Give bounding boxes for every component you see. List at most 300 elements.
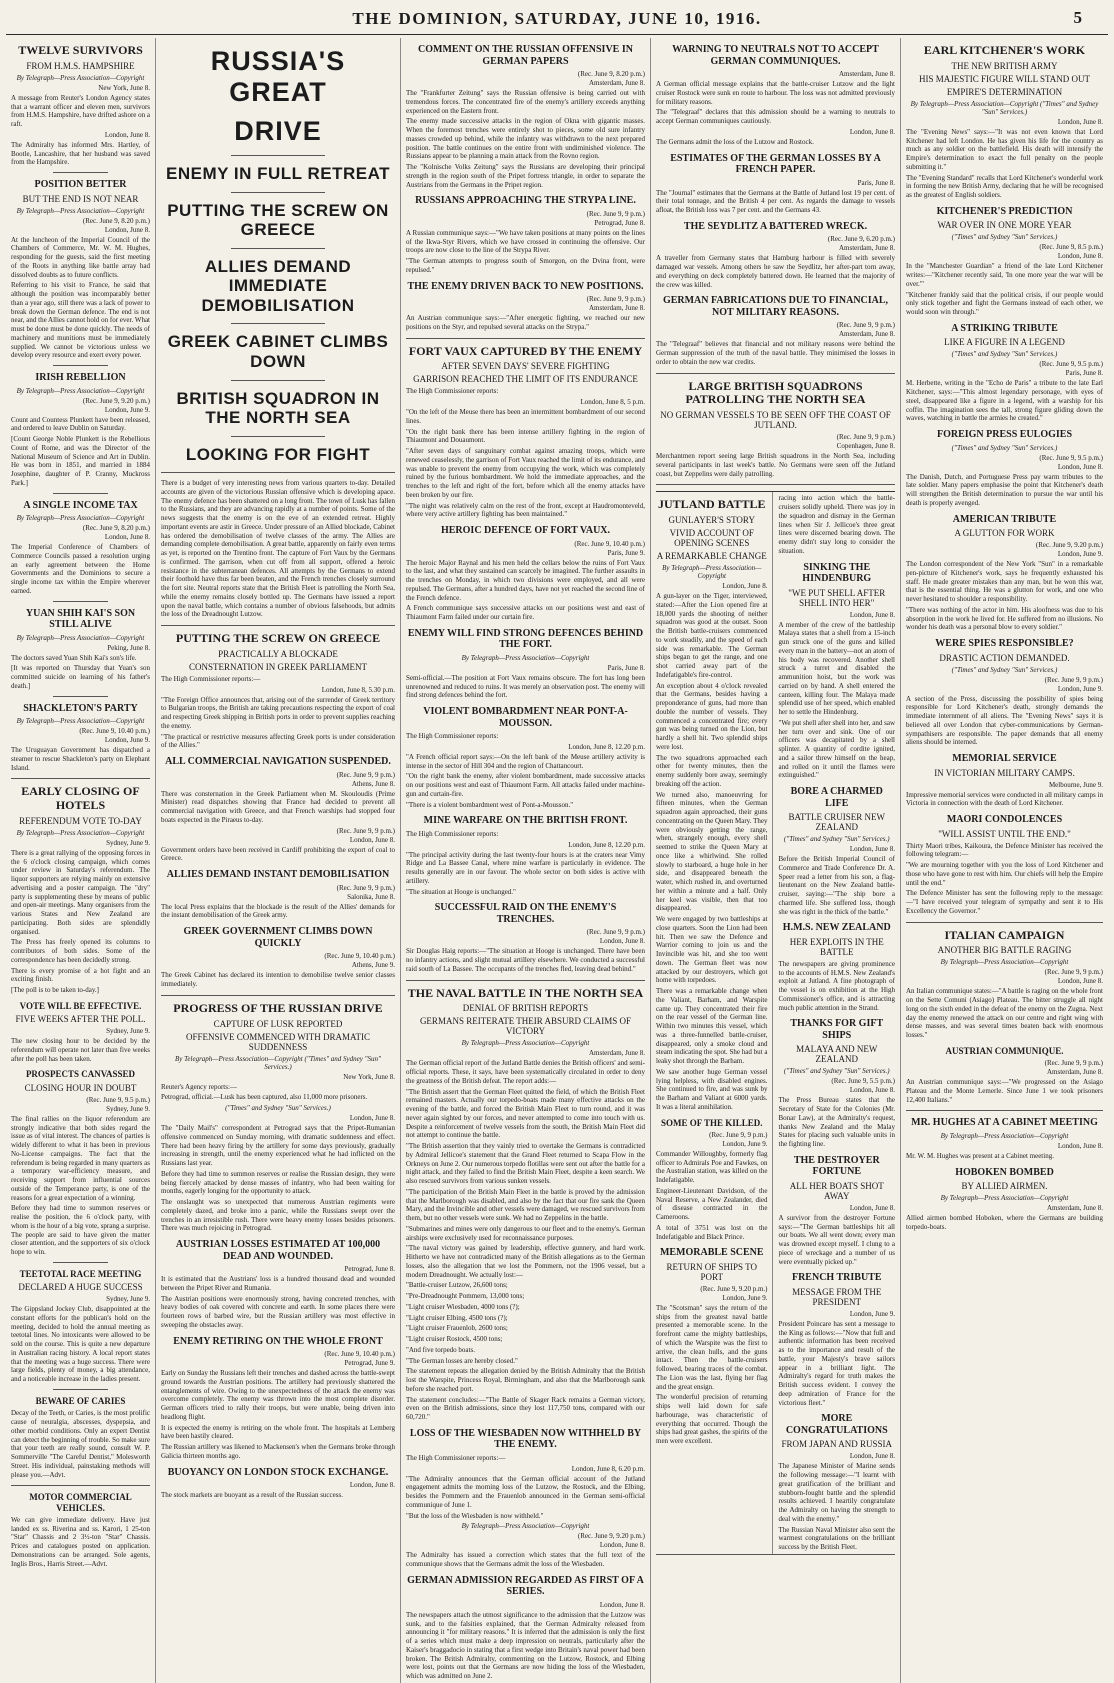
- headline: THE ENEMY DRIVEN BACK TO NEW POSITIONS.: [407, 280, 644, 292]
- subheadline: FIVE WEEKS AFTER THE POLL.: [15, 1014, 146, 1025]
- dateline: By Telegraph—Press Association—Copyright: [16, 206, 145, 215]
- subheadline: AFTER SEVEN DAYS' SEVERE FIGHTING: [441, 361, 610, 372]
- headline: WARNING TO NEUTRALS NOT TO ACCEPT GERMAN COMMUNIQUES.: [672, 44, 879, 67]
- headline: PUTTING THE SCREW ON GREECE: [167, 200, 389, 240]
- dateline: Amsterdam, June 8.: [589, 304, 645, 312]
- headline: THANKS FOR GIFT SHIPS: [790, 1018, 884, 1041]
- article-text: The "Telegraaf" believes that financial and not military reasons were behind the German suppression of the truth of the naval battle. They minimised the losses in order to obtain the new war credits.: [656, 340, 895, 366]
- article-text: The Russian artillery was likened to Mackensen's when the Germans broke through Galicia thirteen months ago.: [161, 1443, 395, 1460]
- article-text: The Admiralty has informed Mrs. Hartley, of Bootle, Lancashire, that her husband was saved from the Hampshire.: [11, 140, 150, 167]
- dateline: London, June 8.: [104, 130, 150, 139]
- article-text: A section of the Press, discussing the possibility of spies being responsible for Lord Kitchener's death, strongly demands the immediate internment of all aliens. The "Evening News" says it is believed all over London that cyber-communications by German-sympathisers are responsible. The paper demands that all enemy aliens should be interned.: [906, 694, 1103, 747]
- headline: ITALIAN CAMPAIGN: [944, 927, 1065, 942]
- article-text: The Greek Cabinet has declared its intention to demobilise twelve senior classes immediately.: [161, 971, 395, 988]
- dateline: London, June 8.: [1057, 1141, 1103, 1150]
- subheadline: THE NEW BRITISH ARMY: [951, 60, 1058, 71]
- dateline: London, June 8.: [599, 1541, 645, 1550]
- subheadline: IN VICTORIAN MILITARY CAMPS.: [934, 767, 1075, 778]
- dateline: ("Times" and Sydney "Sun" Services.): [951, 350, 1058, 359]
- article-text: The "Frankfurter Zeitung" says the Russian offensive is being carried out with tremendous forces. The concentrated fire of the enemy's artillery exceeds anything experienced on the Eastern front.: [406, 89, 645, 115]
- subheadline: CLOSING HOUR IN DOUBT: [24, 1082, 137, 1093]
- article-text: The "Scotsman" says the return of the ships from the greatest naval battle presented a memorable scene. In the forefront came the mighty battleships, of which the Warspite was the first to arrive, the clean hulls, and the guns intact. Then the battle-cruisers followed, bearing traces of the combat. The Lion was the last, flying her flag and the great ensign.: [656, 1303, 768, 1391]
- subheadline: LIKE A FIGURE IN A LEGEND: [944, 337, 1065, 348]
- subheadline: FROM H.M.S. HAMPSHIRE: [26, 60, 135, 71]
- dateline: London, June 9.: [722, 1293, 768, 1302]
- headline: COMMENT ON THE RUSSIAN OFFENSIVE IN GERMAN PAPERS: [418, 44, 633, 67]
- dateline: Amsterdam, June 8.: [839, 330, 895, 339]
- dateline: New York, June 8.: [98, 83, 150, 92]
- article-text: The statement concludes:—"The Battle of Skager Rack remains a German victory, even on the British admissions, since they lost 117,750 tons, compared with our 60,720.": [406, 1395, 645, 1422]
- headline: PROSPECTS CANVASSED: [25, 1069, 136, 1080]
- subheadline: DRASTIC ACTION DEMANDED.: [939, 652, 1070, 663]
- headline: LARGE BRITISH SQUADRONS PATROLLING THE NORTH SEA: [685, 378, 866, 407]
- dateline: Athens, June 8.: [351, 779, 395, 788]
- article-text: [The poll is to be taken to-day.]: [11, 986, 99, 995]
- dateline: (Rec. June 9, 9 p.m.): [1044, 675, 1103, 684]
- article-text: A Russian communique says:—"We have taken positions at many points on the lines of the Ikwa-Styr Rivers, which we have crossed in continuing the offensive. Our troops are now close to the line of the Strypa River.: [406, 228, 645, 255]
- headline: ALL COMMERCIAL NAVIGATION SUSPENDED.: [165, 756, 391, 768]
- subheadline: FROM JAPAN AND RUSSIA: [781, 1439, 892, 1450]
- dateline: London, June 8.: [599, 1600, 645, 1609]
- dateline: (Rec. June 9, 10.40 p.m.): [574, 539, 645, 548]
- dateline: London, June 9.: [849, 1309, 895, 1318]
- article-text: An Italian communique states:—"A battle is raging on the whole front on the Sette Comuni (Asiago) Plateau. The bitter struggle all night long on the sixth ended in the defeat of the enemy on the Zugna. Next day the enemy renewed the attack on our centre and right wing with dense masses, and was several times beaten back with enormous losses.": [906, 987, 1103, 1040]
- dateline: ("Times" and Sydney "Sun" Services.): [225, 1104, 331, 1112]
- headline: MORE CONGRATULATIONS: [785, 1413, 888, 1436]
- article-text: Before they had time to summon reserves or realise the position, the 6 o'clock party, with whom is the hour of a big vote, sprang a surprise. The people are said to have given the matter closer attention, and the supporters of six o'clock hope to win.: [11, 1204, 150, 1257]
- article-text: The statement repeats the allegation denied by the British Admiralty that the British lost the Warspite, Princess Royal, Birmingham, and also that the Marlborough sank before she reached port.: [406, 1367, 645, 1393]
- column-5: [901, 38, 1108, 1683]
- dateline: By Telegraph—Press Association—Copyright: [461, 1039, 590, 1048]
- headline: FOREIGN PRESS EULOGIES: [936, 429, 1073, 441]
- article-text: The Germans admit the loss of the Lutzow and Rostock.: [656, 137, 814, 146]
- loss-item: "Light cruiser Wiesbaden, 4000 tons (?);: [406, 1302, 520, 1311]
- article-text: A gun-layer on the Tiger, interviewed, stated:—After the Lion opened fire at 18,000 yards the shooting of neither squadron was good at the outset. Soon the British battle-cruisers commenced to work steadily, and the speed of each side was remarkable. The German ships began to get the range, and one shot carried away part of the Indefatigable's fire-control.: [656, 592, 768, 679]
- article-text: Commander Willoughby, formerly flag officer to Admirals Poe and Fawkes, on the Australian station, was killed on the Indefatigable.: [656, 1149, 768, 1185]
- headline: YUAN SHIH KAI'S SON STILL ALIVE: [25, 607, 136, 631]
- headline: BORE A CHARMED LIFE: [790, 786, 883, 809]
- article-text: The High Commissioner reports:: [406, 387, 499, 396]
- dateline: Paris, June 8.: [857, 178, 895, 187]
- article-text: It is expected the enemy is retiring on the whole front. The hospitals at Lemberg have been hastily cleared.: [161, 1423, 395, 1441]
- dateline: London, June 8, 12.20 p.m.: [568, 742, 645, 751]
- headline: EARLY CLOSING OF HOTELS: [21, 784, 140, 813]
- article-text: An Austrian communique says:—"After energetic fighting, we reached our new positions on the Styr, and repulsed several attacks on the Strypa.": [406, 314, 645, 331]
- dateline: By Telegraph—Press Association—Copyright: [16, 514, 145, 523]
- subheadline: A REMARKABLE CHANGE: [656, 551, 767, 562]
- dateline: By Telegraph—Press Association—Copyright ("Times" and Sydney "Sun" Services.): [910, 99, 1099, 116]
- dateline: By Telegraph—Press Association—Copyright ("Times" and Sydney "Sun" Services.): [175, 1054, 381, 1071]
- dateline: London, June 8.: [349, 1114, 395, 1122]
- dateline: London, June 8, 5 p.m.: [580, 398, 645, 407]
- dateline: (Rec. June 9, 9.20 p.m.): [82, 396, 150, 405]
- article-text: Petrograd, official.—Lusk has been captured, also 11,000 more prisoners.: [161, 1093, 368, 1102]
- dateline: (Rec. June 9, 9 p.m.): [336, 826, 395, 835]
- dateline: London, June 8, 12.20 p.m.: [568, 840, 645, 849]
- headline: MEMORIAL SERVICE: [952, 753, 1057, 765]
- jutland-subcolumn-2: [779, 492, 896, 1554]
- article-text: [Count George Noble Plunkett is the Rebellious Count of Rome, and was the Director of the National Museum of Science and Art in Dublin. He was born in 1851, and married in 1884 Josephine, daughter of P. Cranny, Muckross Park.]: [11, 435, 150, 487]
- headline: ENEMY WILL FIND STRONG DEFENCES BEHIND THE FORT.: [407, 627, 644, 651]
- headline: TWELVE SURVIVORS: [18, 43, 143, 57]
- subheadline: PRACTICALLY A BLOCKADE: [218, 648, 338, 659]
- article-text: racing into action which the battle-cruisers solidly upheld. There was joy in the squadron and dismay in the German lines when Sir J. Jellicoe's three great lines were discerned bearing down. The enemy didn't stay long to consider the situation.: [778, 494, 895, 555]
- article-text: "The British assert that the German Fleet quitted the field, of which the British Fleet remained masters. Actually our torpedo-boats made many effective attacks on the evening of the battle, and forced the British Main Fleet to turn round, and it was never again sighted by our forces, and never attempted to come into touch with us. Despite a reinforcement of twelve vessels from the south, the British Main Fleet did not attempt to continue the battle.: [406, 1087, 645, 1140]
- article-text: Merchantmen report seeing large British squadrons in the North Sea, including several participants in last week's battle. No Germans were seen off the Jutland coast, but Zeppelins were daily patrolling.: [656, 452, 895, 478]
- headline: ALLIES DEMAND IMMEDIATE DEMOBILISATION: [201, 256, 355, 315]
- headline: WERE SPIES RESPONSIBLE?: [935, 638, 1074, 650]
- article-text: A message from Reuter's London Agency states that a warrant officer and eleven men, survivors from H.M.S. Hampshire, have drifted ashore on a raft.: [11, 93, 150, 129]
- headline: IRISH REBELLION: [35, 372, 126, 384]
- article-text: The Press has freely opened its columns to contributors of both sides. Some of the correspondence has been decidedly strong.: [11, 938, 150, 964]
- article-text: Referring to his visit to France, he said that although the position was incomparably better than a year ago, still there was a lack of power to break down the German defence. The end is not near, and the Allies cannot hold on for ever. What must be done must be done quickly. The needs of machinery and munitions must be immediately supplied. We cannot be victorious unless we develop every resource and exert every power.: [11, 281, 150, 360]
- subheadline: MESSAGE FROM THE PRESIDENT: [792, 1286, 882, 1307]
- article-text: The Admiralty has issued a correction which states that the full text of the communique shows that the Germans admit the loss of the Wiesbaden.: [406, 1551, 645, 1569]
- article-text: The newspapers are giving prominence to the accounts of H.M.S. New Zealand's exploit at Jutland. A fine photograph of the vessel is on exhibition at the High Commissioner's office, and is attracting much public attention in the Strand.: [778, 959, 895, 1012]
- dateline: By Telegraph—Press Association—Copyright: [662, 564, 762, 581]
- masthead-title: THE DOMINION, SATURDAY, JUNE 10, 1916.: [352, 9, 762, 28]
- article-text: Mr. W. M. Hughes was present at a Cabinet meeting.: [906, 1151, 1054, 1160]
- dateline: Sydney, June 9.: [106, 1295, 150, 1304]
- article-text: M. Herbette, writing in the "Echo de Paris" a tribute to the late Earl Kitchener, says:—"This almost legendary personage, with eyes of steel, disappeared like a figure in a legend, with a warship for his coffin. The imagination sees the tall, strong figure gliding down the waves, watching in battle the armies he created.": [906, 379, 1103, 423]
- headline: POSITION BETTER: [34, 179, 127, 191]
- dateline: Copenhagen, June 8.: [836, 442, 895, 451]
- article-text: The High Commissioner reports:—: [406, 1453, 506, 1462]
- headline: AUSTRIAN LOSSES ESTIMATED AT 100,000 DEAD AND WOUNDED.: [175, 1239, 381, 1262]
- article-text: "After seven days of sanguinary combat against amazing troops, which were renewed ceaselessly, the garrison of Fort Vaux reached the limit of its endurance, and was unable to prevent the enemy from occupying the work, which was completely ruined by the furious bombardment. We hold the immediate approaches, and the trenches to the left and right of the fort, before which all the enemy attacks have been broken by our fire.: [406, 447, 645, 499]
- headline: BUOYANCY ON LONDON STOCK EXCHANGE.: [167, 1466, 389, 1478]
- headline: BRITISH SQUADRON IN THE NORTH SEA: [176, 388, 380, 428]
- headline: THE DESTROYER FORTUNE: [793, 1154, 880, 1178]
- dateline: By Telegraph—Press Association—Copyright: [16, 633, 145, 642]
- headline: KITCHENER'S PREDICTION: [936, 205, 1073, 217]
- article-text: "The participation of the British Main Fleet in the battle is proved by the admission that the Marlborough was disabled, and also by the fact that our fire sank the Queen Mary, and the Invincible and other vessels were damaged, we rescued survivors from them, but no other vessels were sunk. We had no Zeppelins in the battle.: [406, 1187, 645, 1223]
- headline: THE SEYDLITZ A BATTERED WRECK.: [683, 220, 868, 232]
- article-text: The Defence Minister has sent the following reply to the message:—"I have received your telegram of sympathy and sent it to His Excellency the Governor.": [906, 889, 1103, 915]
- dateline: New York, June 8.: [343, 1072, 395, 1081]
- dateline: (Rec. June 9, 9 p.m.): [336, 770, 395, 779]
- dateline: London, June 9.: [722, 1139, 768, 1148]
- dateline: (Rec. June 9, 9.5 p.m.): [1039, 453, 1103, 462]
- headline: SINKING THE HINDENBURG: [802, 561, 872, 585]
- dateline: (Rec. June 9, 9.5 p.m.): [1039, 360, 1103, 369]
- subheadline: DENIAL OF BRITISH REPORTS: [462, 1003, 589, 1014]
- subheadline: BUT THE END IS NOT NEAR: [22, 193, 139, 204]
- headline: HEROIC DEFENCE OF FORT VAUX.: [440, 525, 611, 537]
- subheadline: REFERENDUM VOTE TO-DAY: [19, 815, 142, 826]
- dateline: (Rec. June 9, 8.20 p.m.): [82, 524, 150, 533]
- headline: ENEMY RETIRING ON THE WHOLE FRONT: [173, 1335, 383, 1347]
- article-text: The enemy made successive attacks in the region of Okna with gigantic masses. When the foremost trenches were entirely shot to pieces, some old sure infantry masses crowded up behind, while the infantry was withdrawn to the next prepared position. The battle continues on the entire front with undiminished violence. The Russians appear to be planning a main attack from the Rovno region.: [406, 117, 645, 161]
- article-text: An exception about 4 o'clock revealed that the Germans, besides having a preponderance of guns, had more than double the number of vessels. They commenced a concentrated fire; every gun was being turned on the Lion, but hardly a shell hit. Two splendid ships were lost.: [656, 681, 768, 751]
- dateline: (Rec. June 9, 9.20 p.m.): [577, 1532, 645, 1541]
- subheadline: A GLUTTON FOR WORK: [954, 528, 1055, 539]
- article-text: "The Admiralty announces that the German official account of the Jutland engagement admits the morning loss of the Lutzow, the Rostock, and the Elbing, besides the Pommern and the Frauenlob announced in the German semi-official communique of June 1.: [406, 1474, 645, 1509]
- masthead: [6, 4, 1108, 35]
- article-text: We turned also, manoeuvring for fifteen minutes, when the German squadron again approached, their guns concentrating on the Queen Mary. They were obviously getting the range, when, strangely enough, every shell seemed to strike the Queen Mary at once like a whirlwind. She rolled slowly to starboard, a huge hole in her side, and disappeared beneath the water, which rushed in, and overturned her within a minute and a half. Only her keel was visible, then that too disappeared.: [656, 790, 768, 913]
- dateline: Amsterdam, June 8.: [589, 79, 645, 87]
- dateline: London, June 8.: [1057, 462, 1103, 471]
- subheadline: CAPTURE OF LUSK REPORTED: [213, 1018, 343, 1029]
- article-text: We saw another huge German vessel lying helpless, with disabled engines. She continued to fire, and was sunk by the Barham and Valiant at 6000 yards. It was a literal annihilation.: [656, 1067, 768, 1111]
- headline: SOME OF THE KILLED.: [660, 1117, 763, 1128]
- jutland-subcolumn-1: [656, 492, 773, 1554]
- headline: ESTIMATES OF THE GERMAN LOSSES BY A FRENCH PAPER.: [670, 152, 881, 175]
- dateline: Sydney, June 9.: [106, 838, 150, 847]
- article-text: "The naval victory was gained by leadership, effective gunnery, and hard work. Hitherto we have not contradicted many of the British allegations as to the German losses, also the allegation that we lost the Pommern, not the 1906 vessel, but a modern Dreadnought. We actually lost:—: [406, 1244, 645, 1279]
- article-text: Sir Douglas Haig reports:—"The situation at Hooge is unchanged. There have been no infantry actions, and slight mutual artillery elsewhere. We conducted a successful raid south of La Bassee. The occupants of the trenches fled, leaving dead behind.": [406, 947, 645, 973]
- headline: HOBOKEN BOMBED: [955, 1166, 1054, 1178]
- dateline: (Rec. June 9, 9 p.m.): [586, 209, 645, 218]
- subheadline: NO GERMAN VESSELS TO BE SEEN OFF THE COAST OF JUTLAND.: [660, 410, 891, 431]
- article-text: Before the British Imperial Council of Commerce and Trade Conference Dr. A. Speer read a letter from his son, a flag-lieutenant on the New Zealand battle-cruiser, saying:—"The ship bore a charmed life. She suffered loss, though she was right in the thick of the battle.": [778, 855, 895, 916]
- headline: ALLIES DEMAND INSTANT DEMOBILISATION: [166, 869, 390, 881]
- headline: THE NAVAL BATTLE IN THE NORTH SEA: [407, 985, 644, 1000]
- advert-text: Decay of the Teeth, or Caries, is the most prolific cause of neuralgia, abscesses, dyspepsia, and other morbid conditions. Only an expert Dentist can detect the beginning of trouble. So make sure that your teeth are really sound, consult W. P. Sommerville "The Careful Dentist," Molesworth Street. His individual, painstaking methods will please you.—Advt.: [11, 1409, 150, 1479]
- article-text: The "Telegraaf" declares that this admission should be a warning to neutrals to accept German communiques cautiously.: [656, 108, 895, 125]
- loss-item: "Light cruiser Elbing, 4500 tons (?);: [406, 1313, 508, 1322]
- main-headline: DRIVE: [234, 116, 322, 147]
- article-text: There is every promise of a hot fight and an exciting finish.: [11, 966, 150, 984]
- dateline: (Rec. June 9, 9 p.m.): [586, 928, 645, 937]
- dateline: (Rec. June 9, 9 p.m.): [336, 883, 395, 892]
- dateline: (Rec. June 9, 9.5 p.m.): [86, 1095, 150, 1104]
- headline: AMERICAN TRIBUTE: [952, 513, 1057, 525]
- subheadline: GERMANS REITERATE THEIR ABSURD CLAIMS OF VICTORY: [419, 1016, 632, 1037]
- subheadline: HIS MAJESTIC FIGURE WILL STAND OUT: [918, 73, 1091, 84]
- headline: GREEK GOVERNMENT CLIMBS DOWN QUICKLY: [183, 926, 373, 949]
- article-text: The High Commissioner reports:: [406, 732, 499, 741]
- dateline: London, June 8.: [349, 1481, 395, 1489]
- dateline: By Telegraph—Press Association—Copyright: [940, 1131, 1069, 1140]
- dateline: (Rec. June 9, 8.20 p.m.): [577, 70, 645, 78]
- article-text: The Uruguayan Government has dispatched a steamer to rescue Shackleton's party on Elephant Island.: [11, 746, 150, 772]
- dateline: Amsterdam, June 8.: [1047, 1068, 1103, 1077]
- article-text: President Poincare has sent a message to the King as follows:—"Now that full and authentic information has been received as to the importance and result of the battle, your Majesty's brave sailors appear in a brilliant light. The Admiralty's regard for truth makes the British success evident. I convey the deep admiration of France for the victorious fleet.": [778, 1319, 895, 1407]
- dateline: Amsterdam, June 8.: [839, 70, 895, 78]
- dateline: ("Times" and Sydney "Sun" Services.): [951, 233, 1058, 242]
- loss-item: "Battle-cruiser Lutzow, 26,600 tons;: [406, 1281, 508, 1290]
- article-text: At the luncheon of the Imperial Council of the Chambers of Commerce, Mr. W. M. Hughes, responding for the guests, said the first meeting of the Roots in anything like battle array had dissolved doubts as to future conflicts.: [11, 235, 150, 279]
- dateline: Sydney, June 9.: [106, 1027, 150, 1036]
- dateline: London, June 9.: [1057, 684, 1103, 693]
- dateline: London, June 9.: [104, 736, 150, 745]
- article-text: A survivor from the destroyer Fortune says:—"The German battleships hit all our boats. We all went down; every man was drowned except myself. I clung to a piece of wreckage and a number of us were eventually picked up.": [778, 1213, 895, 1266]
- headline: GERMAN ADMISSION REGARDED AS FIRST OF A SERIES.: [407, 1574, 644, 1598]
- article-text: "Submarines and mines were only dangerous to our fleet and to the enemy's. German airships were exclusively used for reconnaissance purposes.: [406, 1224, 645, 1242]
- subheadline: DECLARED A HUGE SUCCESS: [18, 1282, 143, 1293]
- dateline: Amsterdam, June 8.: [839, 244, 895, 253]
- main-headline: RUSSIA'S GREAT: [210, 46, 346, 108]
- article-text: We were engaged by two battleships at close quarters. Soon the Lion had been hit. Then we saw the Defence and Warrior coming to join us and the Invincible was hit, and she too went down. The German fleet was now attacked by our destroyers, which got home with torpedoes.: [656, 915, 768, 985]
- article-text: It is estimated that the Austrians' loss is a hundred thousand dead and wounded between the Pripet River and Rumania.: [161, 1275, 395, 1292]
- article-text: Engineer-Lieutenant Davidson, of the Naval Reserve, a New Zealander, died of disease contracted in the Cameroons.: [656, 1186, 768, 1222]
- column-2: [156, 38, 401, 1683]
- article-text: The "Journal" estimates that the Germans at the Battle of Jutland lost 19 per cent. of their total tonnage, and the British 4 per cent. As regards the damage to vessels afloat, the British loss was 7 per cent. and the Germans 43.: [656, 188, 895, 214]
- jutland-section: [656, 491, 895, 1555]
- article-text: A German official message explains that the battle-cruiser Lutzow and the light cruiser Rostock were sunk en route to harbour. The loss was not admitted previously for military reasons.: [656, 80, 895, 106]
- headline: FORT VAUX CAPTURED BY THE ENEMY: [408, 343, 643, 358]
- article-text: "On the right bank there has been intense artillery fighting in the region of Thiaumont and Douaumont.: [406, 427, 645, 445]
- article-text: The stock markets are buoyant as a result of the Russian success.: [161, 1491, 343, 1499]
- article-text: "On the right bank the enemy, after violent bombardment, made successive attacks on our positions west and east of Thiaumont Farm. All attacks failed under machine-gun and curtain-fire.: [406, 772, 645, 798]
- headline: LOOKING FOR FIGHT: [185, 444, 371, 464]
- column-3: [401, 38, 651, 1683]
- article-text: "The night was relatively calm on the rest of the front, except at Haudromonteveld, where very active artillery fighting has been maintained.": [406, 501, 645, 519]
- subheadline: GUNLAYER'S STORY: [668, 515, 755, 526]
- dateline: London, June 8, 6.20 p.m.: [571, 1464, 645, 1473]
- dateline: Sydney, June 9.: [106, 1104, 150, 1113]
- dateline: Melbourne, June 9.: [1048, 780, 1103, 789]
- headline: SHACKLETON'S PARTY: [23, 702, 138, 714]
- article-text: The High Commissioner reports:: [406, 829, 499, 838]
- article-text: A French communique says successive attacks on our positions west and east of Thiaumont Farm failed under our curtain fire.: [406, 604, 645, 622]
- article-text: The new closing hour to be decided by the referendum will operate not later than five weeks after the poll has been taken.: [11, 1037, 150, 1063]
- article-text: The onslaught was so unexpected that numerous Austrian regiments were completely dazed, and broke into a panic, while the Russians swept over the trenches in an irresistible rush. There were heavy enemy losses besides prisoners. There was much rejoicing in Petrograd.: [161, 1198, 395, 1233]
- dateline: By Telegraph—Press Association—Copyright: [461, 653, 590, 662]
- article-text: Impressive memorial services were conducted in all military camps in Victoria in connection with the death of Lord Kitchener.: [906, 790, 1103, 808]
- dateline: ("Times" and Sydney "Sun" Services.): [951, 443, 1058, 452]
- dateline: (Rec. June 9, 9.20 p.m.): [700, 1284, 768, 1293]
- dateline: (Rec. June 9, 8.20 p.m.): [82, 216, 150, 225]
- subheadline: WAR OVER IN ONE MORE YEAR: [937, 220, 1072, 231]
- loss-item: "The German losses are hereby closed.": [406, 1356, 518, 1365]
- advert-heading: BEWARE OF CARIES: [35, 1395, 126, 1406]
- dateline: Paris, June 8.: [1065, 369, 1103, 378]
- dateline: Peking, June 8.: [107, 643, 150, 652]
- dateline: London, June 8, 5.30 p.m.: [321, 685, 395, 694]
- dateline: (Rec. June 9, 10.40 p.m.): [79, 727, 150, 736]
- dateline: London, June 8.: [104, 533, 150, 542]
- dateline: Paris, June 8.: [607, 663, 645, 672]
- advert-heading: MOTOR COMMERCIAL VEHICLES.: [29, 1492, 132, 1513]
- dateline: (Rec. June 9, 9 p.m.): [586, 295, 645, 303]
- article-text: The Austrian positions were enormously strong, having concreted trenches, with heavy bodies of oak covered with concrete and earth. In some places there were fourteen rows of barbed wire, but the Russian artillery was most effective in sweeping the obstacles away.: [161, 1294, 395, 1329]
- article-text: The Japanese Minister of Marine sends the following message:—"I learnt with great gratification of the brilliant and stubborn-fought battle and the splendid results achieved. I heartily congratulate the Admiralty on having the strength to deal with the enemy.": [778, 1462, 895, 1523]
- dateline: London, June 8.: [849, 1203, 895, 1212]
- headline: VIOLENT BOMBARDMENT NEAR PONT-A-MOUSSON.: [423, 706, 628, 729]
- dateline: (Rec. June 9, 9 p.m.): [836, 433, 895, 442]
- article-text: The "Evening News" says:—"It was not even known that Lord Kitchener had left London. He has given his life for the country as much as any soldier on the battlefield. His death will intensify the Empire's determination to exact the full penalty on the people submitting it.": [906, 127, 1103, 171]
- dateline: London, June 8.: [349, 835, 395, 844]
- dateline: (Rec. June 9, 9 p.m.): [1044, 968, 1103, 977]
- subheadline: MALAYA AND NEW ZEALAND: [796, 1044, 878, 1065]
- dateline: By Telegraph—Press Association—Copyright: [16, 386, 145, 395]
- subheadline: CONSTERNATION IN GREEK PARLIAMENT: [189, 661, 367, 672]
- column-4: [651, 38, 901, 1683]
- article-text: In the "Manchester Guardian" a friend of the late Lord Kitchener writes:—"Kitchener recently said, 'In one more year the war will be over.'": [906, 262, 1103, 288]
- subheadline: VIVID ACCOUNT OF OPENING SCENES: [669, 528, 754, 549]
- column-1: [6, 38, 156, 1683]
- article-text: There is a great rallying of the opposing forces in the 6 o'clock closing campaign, which comes under review in Saturday's referendum. The liquor supporters are relying mainly on extensive advertising and a poster campaign. The "dry" party is supplementing these by means of public and open-air meetings. Many organisers from the various States and New Zealand are participating. Both sides are splendidly organised.: [11, 848, 150, 936]
- article-text: Thirty Maori tribes, Kaikoura, the Defence Minister has received the following telegram:—: [906, 841, 1103, 859]
- headline: A STRIKING TRIBUTE: [951, 322, 1058, 334]
- article-text: "The Foreign Office announces that, arising out of the surrender of Greek territory to Bulgarian troops, the British are taking precautions respecting the export of coal and respecting Greek shipping in British ports in order to prevent supplies reaching the enemy.: [161, 695, 395, 730]
- headline: PROGRESS OF THE RUSSIAN DRIVE: [173, 1000, 383, 1015]
- article-text: The two squadrons approached each other for twenty minutes, then the enemy suddenly bore away, seemingly breaking off the action.: [656, 753, 768, 788]
- headline: MINE WARFARE ON THE BRITISH FRONT.: [423, 815, 628, 827]
- article-text: An Austrian communique says:—"We progressed on the Asiago Plateau and the Monte Lemerle. Since June 1 we took prisoners 12,400 Italians.": [906, 1078, 1103, 1104]
- headline: EARL KITCHENER'S WORK: [923, 43, 1086, 57]
- loss-item: "Pre-Dreadnought Pommern, 13,000 tons;: [406, 1292, 525, 1301]
- article-text: The "Daily Mail's" correspondent at Petrograd says that the Pripet-Rumanian offensive commenced on Sunday morning, with dramatic suddenness and effect. There had been heavy firing by the artillery for some days previously, gradually increasing in strength, until the enemy experienced what he had inflicted on the Russians last year.: [161, 1124, 395, 1167]
- headline: GERMAN FABRICATIONS DUE TO FINANCIAL, NOT MILITARY REASONS.: [662, 295, 889, 318]
- headline: MAORI CONDOLENCES: [946, 814, 1063, 826]
- article-text: "There was nothing of the actor in him. His aloofness was due to his absorption in the work he lived for. He suffered from no illusions. No wonder his death was a personal blow to every soldier.": [906, 605, 1103, 632]
- subheadline: "WILL ASSIST UNTIL THE END.": [938, 828, 1071, 839]
- dateline: London, June 8.: [849, 127, 895, 136]
- dateline: (Rec. June 9, 9 p.m.): [1044, 1059, 1103, 1068]
- headline: GREEK CABINET CLIMBS DOWN: [167, 332, 389, 371]
- article-text: The "Evening Standard" recalls that Lord Kitchener's wonderful work in forming the new British Army, declaring that he will be recognised as the greatest of English soldiers.: [906, 173, 1103, 200]
- article-text: "On the left of the Meuse there has been an intermittent bombardment of our second lines.: [406, 408, 645, 425]
- article-text: The London correspondent of the New York "Sun" in a remarkable pen-picture of Kitchener's work, says he frequently exhausted his staff. He made greater mistakes than any man, but he won this war, that is the essential thing. He was a glutton for work, and one who never hesitated to shoulder a responsibility.: [906, 560, 1103, 604]
- article-text: "The German attempts to progress south of Smorgon, on the Dvina front, were repulsed.": [406, 257, 645, 274]
- subheadline: "WE PUT SHELL AFTER SHELL INTO HER": [788, 587, 886, 608]
- dateline: Salonika, June 8.: [347, 892, 395, 901]
- article-text: "We are mourning together with you the loss of Lord Kitchener and those who have gone to rest with him. Our chiefs will help the Empire until the end.": [906, 861, 1103, 887]
- dateline: London, June 8.: [1057, 117, 1103, 126]
- headline: TEETOTAL RACE MEETING: [19, 1268, 142, 1279]
- article-text: The German official report of the Jutland Battle denies the British officers' and semi-official reports. These, it says, have been systematically circulated in order to deny the greatness of the British defeat. The report adds:—: [406, 1059, 645, 1085]
- dateline: Paris, June 9.: [607, 548, 645, 557]
- advert-text: We can give immediate delivery. Have just landed ex ss. Riverina and ss. Karori, 1 25-ton "Star" Chassis and 2 3½-ton "Star" Chassis. Prices and catalogues posted on application. Demonstrations can be arranged. Sole agents, Inglis Bros., Harris Street.—Advt.: [11, 1515, 150, 1568]
- article-text: The final rallies on the liquor referendum are strongly indicative that both sides regard the issue as of vital interest. The chances of parties is widely different to what it has been in previous No-License campaigns. The fact that the referendum is being regarded in many quarters as a temporary war-efficiency measure, and receiving support from influential sources outside of the Temperance party, is one of the reasons for a great expectation of a winning.: [11, 1114, 150, 1202]
- article-text: The Imperial Conference of Chambers of Commerce Councils passed a resolution urging an early agreement between the Home Governments and the Dominions to secure a single income tax within the Empire wherever earned.: [11, 543, 150, 595]
- article-text: Allied airmen bombed Hoboken, where the Germans are building torpedo-boats.: [906, 1214, 1103, 1231]
- dateline: (Rec. June 9, 10.40 p.m.): [324, 1350, 395, 1358]
- dateline: (Rec. June 9, 8.5 p.m.): [1039, 243, 1103, 252]
- subheadline: HER EXPLOITS IN THE BATTLE: [789, 936, 884, 957]
- subheadline: BY ALLIED AIRMEN.: [961, 1181, 1048, 1192]
- article-text: "The situation at Hooge is unchanged.": [406, 887, 516, 896]
- summary-text: There is a budget of very interesting news from various quarters to-day. Detailed accounts are given of the victorious Russian offensive which is developing apace. The enemy defence has been shattered on a long front. The town of Lusk has fallen to the Russians, and they are advancing rapidly at a number of points. Some of the news suggests that the enemy is on the eve of an extended retreat. Highly important events are astir in Greece. Under pressure of an Allied blockade, Cabinet has ordered the demobilisation of twelve classes of the army. The Allies are demanding complete demobilisation. A great battle, apparently on fairly even terms as yet, is reported on the Trentino front. The capture of Fort Vaux by the Germans is confirmed. The garrison, when cut off from all support, offered a heroic resistance in the subterranean defences. All attempts by the Germans to extend their foothold have thus far been beaten, and the French trenches closely surround the fort site. Neutral reports state that the British Fleet is patrolling the North Sea, while the enemy remains closely bottled up. The Germans have issued a report upon the naval battle, which contains a number of obvious falsehoods, but admits the loss of the Dreadnought Lutzow.: [161, 479, 395, 619]
- dateline: ("Times" and Sydney "Sun" Services.): [783, 1067, 890, 1076]
- article-text: Early on Sunday the Russians left their trenches and dashed across the battle-swept ground towards the Austrian positions. The artillery had previously shattered the entanglements of wire. Owing to the unexpectedness of the attack the enemy was overcome completely. The enemy was thrown into the most complete disorder. German officers tried to rally their troops, but were unable, being driven into headlong flight.: [161, 1369, 395, 1421]
- headline: SUCCESSFUL RAID ON THE ENEMY'S TRENCHES.: [434, 902, 617, 925]
- headline: PUTTING THE SCREW ON GREECE: [175, 631, 381, 646]
- dateline: (Rec. June 9, 9.20 p.m.): [1035, 541, 1103, 550]
- article-text: "The principal activity during the last twenty-four hours is at the craters near Vimy Ridge and La Bassee Canal, where mine warfare is particularly in evidence. The results generally are in our favour. The whole sector on both sides is active with artillery.: [406, 850, 645, 885]
- article-text: The High Commissioner reports:—: [161, 674, 261, 683]
- headline: MR. HUGHES AT A CABINET MEETING: [911, 1117, 1098, 1129]
- subheadline: ALL HER BOATS SHOT AWAY: [789, 1180, 884, 1201]
- article-text: There was consternation in the Greek Parliament when M. Skouloudis (Prime Minister) read dispatches showing that France had decided to prevent all commercial navigation with Greece, and that French warships had stopped four boats expected in the Piraeus to-day.: [161, 789, 395, 824]
- dateline: London, June 8.: [1057, 252, 1103, 261]
- dateline: By Telegraph—Press Association—Copyright: [940, 958, 1069, 967]
- article-text: A traveller from Germany states that Hamburg harbour is filled with severely damaged war vessels. Among others he saw the Seydlitz, her after-part torn away, and everything on deck completely battered down. He learned that the majority of the crew was killed.: [656, 254, 895, 289]
- dateline: London, June 8.: [1057, 977, 1103, 986]
- article-text: A total of 3751 was lost on the Indefatigable and Black Prince.: [656, 1223, 768, 1241]
- article-text: Semi-official.—The position at Fort Vaux remains obscure. The fort has long been unrenowned and reduced to ruins. It was merely an observation post. The enemy will find strong defences behind the fort.: [406, 673, 645, 700]
- subheadline: BATTLE CRUISER NEW ZEALAND: [788, 812, 885, 833]
- article-text: Government orders have been received in Cardiff prohibiting the export of coal to Greece.: [161, 845, 395, 863]
- headline: AUSTRIAN COMMUNIQUE.: [945, 1045, 1064, 1056]
- article-text: "Kitchener frankly said that the political crisis, if our people would only stick together and fight the Germans instead of each other, we would soon win through.": [906, 290, 1103, 317]
- dateline: (Rec. June 9, 6.20 p.m.): [827, 235, 895, 244]
- dateline: Petrograd, June 8.: [344, 1265, 395, 1273]
- dateline: By Telegraph—Press Association—Copyright: [461, 1522, 590, 1531]
- dateline: London, June 8.: [722, 582, 768, 591]
- article-text: The heroic Major Raynal and his men held the cellars below the ruins of Fort Vaux to the last, and what they sustained can scarcely be imagined. The further assaults in the trenches on Monday, in which two divisions were employed, and all were repulsed. The Germans, after a hundred days, have not yet reached the second line of the French defence.: [406, 558, 645, 602]
- article-text: The wonderful precision of returning ships well laid down for safe harbourage, was characteristic of everything that occurred. Though the ships had great gashes, the spirits of the men were excellent.: [656, 1393, 768, 1446]
- article-text: The Danish, Dutch, and Portuguese Press pay warm tributes to the late soldier. Many papers emphasise the point that Kitchener's death will strengthen the British determination to pursue the war until his death is properly avenged.: [906, 472, 1103, 507]
- headline: RUSSIANS APPROACHING THE STRYPA LINE.: [415, 195, 636, 207]
- article-text: The Press Bureau states that the Secretary of State for the Colonies (Mr. Bonar Law), at the Admiralty's request, thanks New Zealand and the Malay States for placing such valuable units in the fighting line.: [778, 1096, 895, 1149]
- headline: VOTE WILL BE EFFECTIVE.: [19, 1000, 142, 1011]
- loss-item: "Light cruiser Frauenlob, 2600 tons;: [406, 1324, 508, 1333]
- subheadline: ANOTHER BIG BATTLE RAGING: [937, 945, 1072, 956]
